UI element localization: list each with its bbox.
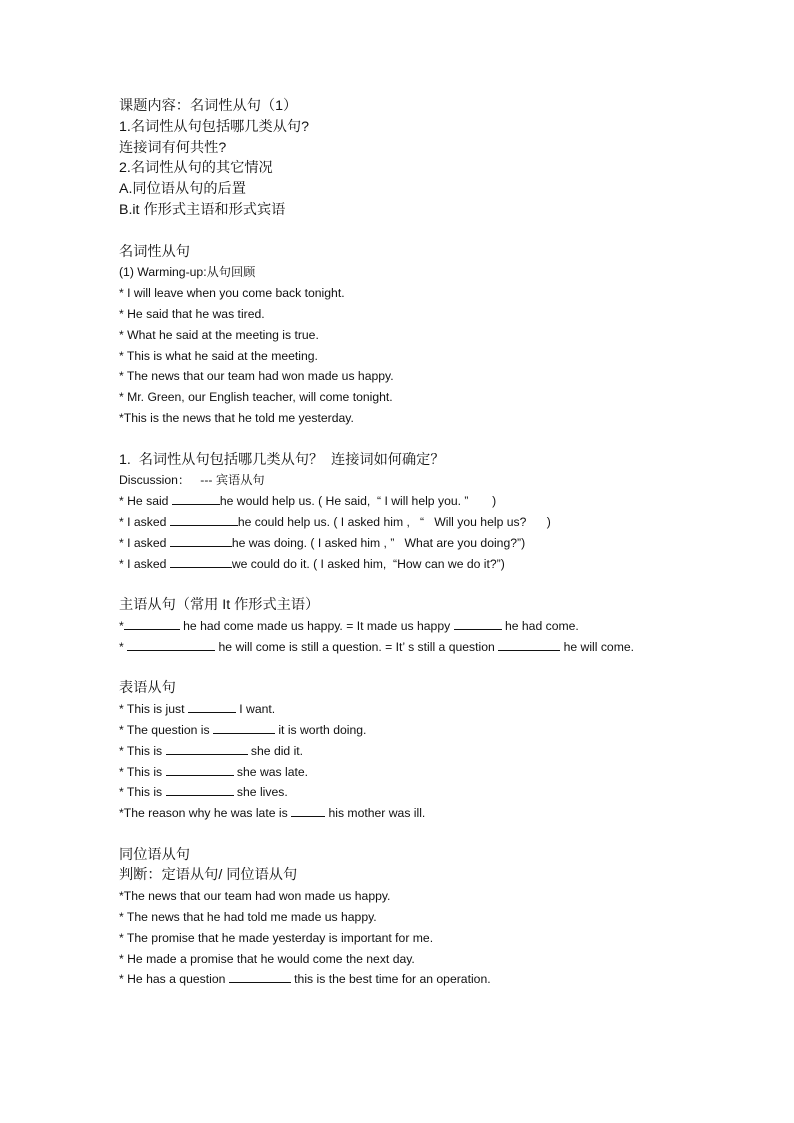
judge-instruction: 判断：定语从句/ 同位语从句 — [119, 867, 298, 884]
answer-blank[interactable] — [124, 617, 180, 630]
sentence-end: we could do it. ( I asked him, “How can we do it?”) — [231, 556, 505, 571]
fill-in-sentence — [119, 741, 719, 762]
spacer — [119, 574, 719, 595]
answer-blank[interactable] — [170, 513, 238, 526]
sentence-start: * He has a question — [119, 972, 229, 987]
spacer — [119, 824, 719, 845]
sentence-start: * — [119, 618, 124, 633]
answer-blank[interactable] — [188, 700, 236, 713]
section-1-heading: 1. 名词性从句包括哪几类从句？ 连接词如何确定？ — [119, 451, 445, 468]
answer-blank[interactable] — [291, 804, 325, 817]
warmup-sentence: * The news that our team had won made us happy. — [119, 369, 394, 384]
sentence-end: he was doing. ( I asked him , ” What are you doing?”) — [231, 535, 526, 550]
sentence-start: * The question is — [119, 722, 213, 737]
fill-in-sentence — [119, 491, 719, 512]
fill-in-sentence — [119, 554, 719, 575]
answer-blank[interactable] — [213, 721, 275, 734]
fill-in-sentence — [119, 762, 719, 783]
appositive-sentence: *The news that our team had won made us happy. — [119, 889, 391, 904]
sentence-start: * I asked — [119, 535, 170, 550]
sentence-end: she was late. — [233, 764, 309, 779]
fill-in-sentence — [119, 720, 719, 741]
sentence-start: * This is — [119, 785, 166, 800]
question-2b: B.it 作形式主语和形式宾语 — [119, 201, 286, 218]
sentence-end: he will come. — [560, 639, 635, 654]
question-2: 2.名词性从句的其它情况 — [119, 160, 273, 177]
warmup-sentence: *This is the news that he told me yesterday. — [119, 410, 354, 425]
answer-blank[interactable] — [454, 617, 502, 630]
sentence-start: * This is — [119, 743, 166, 758]
sentence-end: his mother was ill. — [325, 806, 426, 821]
spacer — [119, 658, 719, 679]
fill-in-sentence — [119, 969, 719, 990]
warmup-sentence: * This is what he said at the meeting. — [119, 348, 318, 363]
warmup-sentence: * What he said at the meeting is true. — [119, 327, 319, 342]
answer-blank[interactable] — [170, 534, 232, 547]
sentence-start: * This is — [119, 764, 166, 779]
answer-blank[interactable] — [498, 638, 560, 651]
appositive-sentence: * The news that he had told me made us happy. — [119, 910, 377, 925]
spacer — [119, 221, 719, 242]
discussion-label: Discussion： --- 宾语从句 — [119, 473, 265, 488]
fill-in-sentence — [119, 699, 719, 720]
answer-blank[interactable] — [166, 783, 234, 796]
answer-blank[interactable] — [127, 638, 215, 651]
appositive-clause-heading: 同位语从句 — [119, 846, 190, 863]
subject-clause-heading: 主语从句（常用 It 作形式主语） — [119, 597, 320, 614]
spacer — [119, 429, 719, 450]
question-1: 1.名词性从句包括哪几类从句? — [119, 118, 309, 135]
sentence-start: * — [119, 639, 128, 654]
sentence-end: she lives. — [233, 785, 288, 800]
section-heading-noun-clauses: 名词性从句 — [119, 243, 190, 260]
fill-in-sentence — [119, 782, 719, 803]
fill-in-sentence — [119, 803, 719, 824]
sentence-start: * I asked — [119, 514, 170, 529]
fill-in-sentence — [119, 533, 719, 554]
predicative-clause-heading: 表语从句 — [119, 680, 176, 697]
sentence-end: he would help us. ( He said, “ I will help you. ” ) — [219, 494, 497, 509]
answer-blank[interactable] — [166, 763, 234, 776]
sentence-start: * This is just — [119, 702, 188, 717]
warmup-sentence: * I will leave when you come back tonight. — [119, 286, 345, 301]
fill-in-sentence — [119, 512, 719, 533]
sentence-end: she did it. — [247, 743, 304, 758]
answer-blank[interactable] — [172, 492, 220, 505]
sentence-middle: he will come is still a question. = It’ s still a question — [215, 639, 499, 654]
sentence-middle: he had come made us happy. = It made us happy — [179, 618, 454, 633]
sentence-start: * He said — [119, 494, 172, 509]
sentence-end: this is the best time for an operation. — [290, 972, 491, 987]
fill-in-sentence — [119, 616, 719, 637]
document-body — [119, 96, 719, 990]
sentence-start: *The reason why he was late is — [119, 806, 292, 821]
sentence-end: he could help us. ( I asked him , “ Will you help us? ) — [237, 514, 551, 529]
appositive-sentence: * The promise that he made yesterday is important for me. — [119, 930, 434, 945]
appositive-sentence: * He made a promise that he would come the next day. — [119, 951, 415, 966]
answer-blank[interactable] — [170, 555, 232, 568]
sentence-end: he had come. — [501, 618, 579, 633]
fill-in-sentence — [119, 637, 719, 658]
sentence-start: * I asked — [119, 556, 170, 571]
sentence-end: I want. — [235, 702, 276, 717]
question-2a: A.同位语从句的后置 — [119, 181, 246, 198]
question-1-followup: 连接词有何共性? — [119, 139, 227, 156]
answer-blank[interactable] — [229, 970, 291, 983]
warmup-subheading: (1) Warming-up:从句回顾 — [119, 265, 256, 280]
warmup-sentence: * Mr. Green, our English teacher, will come tonight. — [119, 390, 393, 405]
answer-blank[interactable] — [166, 742, 248, 755]
warmup-sentence: * He said that he was tired. — [119, 306, 265, 321]
lesson-topic: 课题内容：名词性从句（1） — [119, 98, 298, 114]
sentence-end: it is worth doing. — [274, 722, 367, 737]
